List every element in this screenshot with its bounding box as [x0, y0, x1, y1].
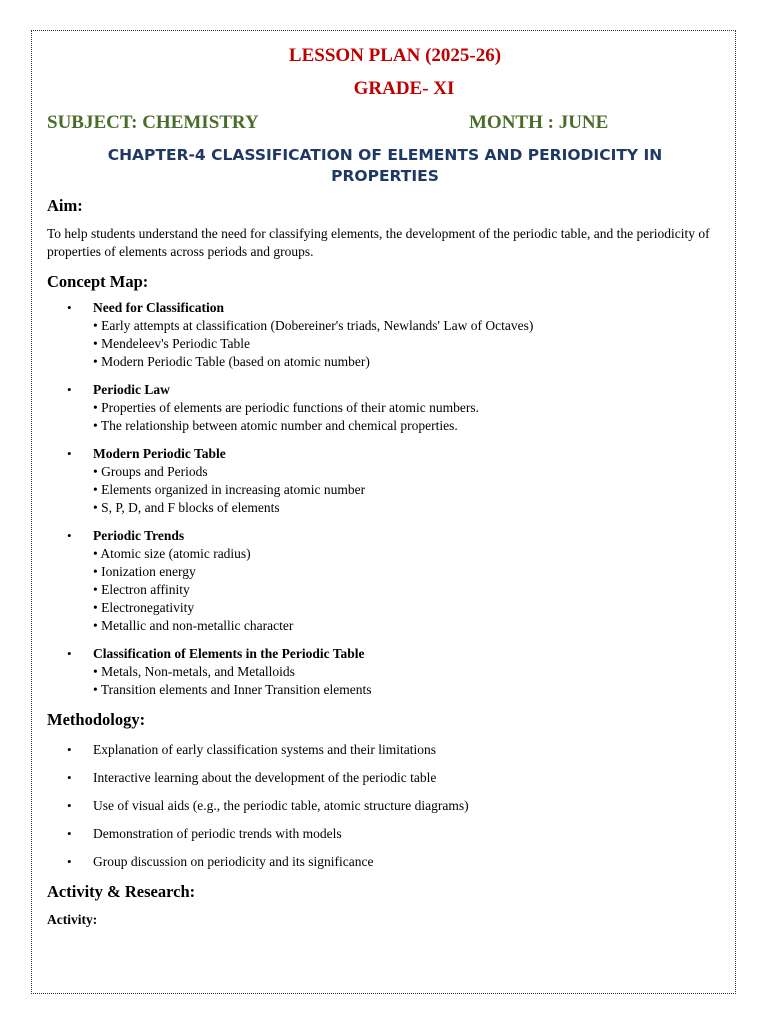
concept-point: • Properties of elements are periodic functions of their atomic numbers. [93, 400, 479, 415]
concept-point: • Early attempts at classification (Dobereiner's triads, Newlands' Law of Octaves) [93, 318, 534, 333]
methodology-item: • Use of visual aids (e.g., the periodic table, atomic structure diagrams) [47, 797, 723, 815]
concept-point: • Transition elements and Inner Transition elements [93, 682, 372, 697]
concept-point: • Ionization energy [93, 564, 196, 579]
concept-point: • Electron affinity [93, 582, 190, 597]
concept-point: • S, P, D, and F blocks of elements [93, 500, 280, 515]
chapter-title-line2: PROPERTIES [331, 167, 439, 185]
methodology-item: • Group discussion on periodicity and its significance [47, 853, 723, 871]
concept-point: • The relationship between atomic number and chemical properties. [93, 418, 458, 433]
concept-item-title: • Classification of Elements in the Periodic Table [93, 646, 365, 661]
concept-item-title: • Periodic Law [93, 382, 170, 397]
grade-title: GRADE- XI [353, 78, 455, 99]
subject-label: SUBJECT: CHEMISTRY [47, 112, 259, 133]
concept-item [47, 445, 723, 517]
activity-research-heading: Activity & Research: [47, 882, 196, 901]
methodology-list [47, 741, 723, 871]
activity-subheading: Activity: [47, 912, 98, 927]
concept-item [47, 299, 723, 371]
concept-map-list [47, 299, 723, 699]
methodology-item: • Explanation of early classification systems and their limitations [47, 741, 723, 759]
concept-item [47, 381, 723, 435]
concept-item-title: • Periodic Trends [93, 528, 185, 543]
methodology-item: • Demonstration of periodic trends with models [47, 825, 723, 843]
concept-item [47, 645, 723, 699]
month-label: MONTH : JUNE [469, 112, 609, 133]
concept-point: • Metals, Non-metals, and Metalloids [93, 664, 295, 679]
chapter-title-line1: CHAPTER-4 CLASSIFICATION OF ELEMENTS AND PERIODICITY IN [107, 146, 663, 164]
concept-map-heading: Concept Map: [47, 272, 149, 291]
concept-point: • Electronegativity [93, 600, 195, 615]
subject-month-row [47, 111, 723, 135]
concept-point: • Atomic size (atomic radius) [93, 546, 251, 561]
concept-point: • Groups and Periods [93, 464, 208, 479]
methodology-heading: Methodology: [47, 710, 146, 729]
aim-heading: Aim: [47, 196, 83, 215]
methodology-item: • Interactive learning about the development of the periodic table [47, 769, 723, 787]
concept-point: • Mendeleev's Periodic Table [93, 336, 251, 351]
concept-item-title: • Modern Periodic Table [93, 446, 226, 461]
document-content [47, 44, 723, 929]
concept-item [47, 527, 723, 635]
concept-point: • Metallic and non-metallic character [93, 618, 294, 633]
concept-point: • Modern Periodic Table (based on atomic number) [93, 354, 370, 369]
concept-item-title: • Need for Classification [93, 300, 224, 315]
concept-point: • Elements organized in increasing atomic number [93, 482, 366, 497]
lesson-plan-title: LESSON PLAN (2025-26) [288, 45, 502, 66]
chapter-title [47, 145, 723, 187]
aim-text: To help students understand the need for classifying elements, the development of the periodic table, and the periodicity of properties of elements across periods and groups. [47, 226, 710, 259]
